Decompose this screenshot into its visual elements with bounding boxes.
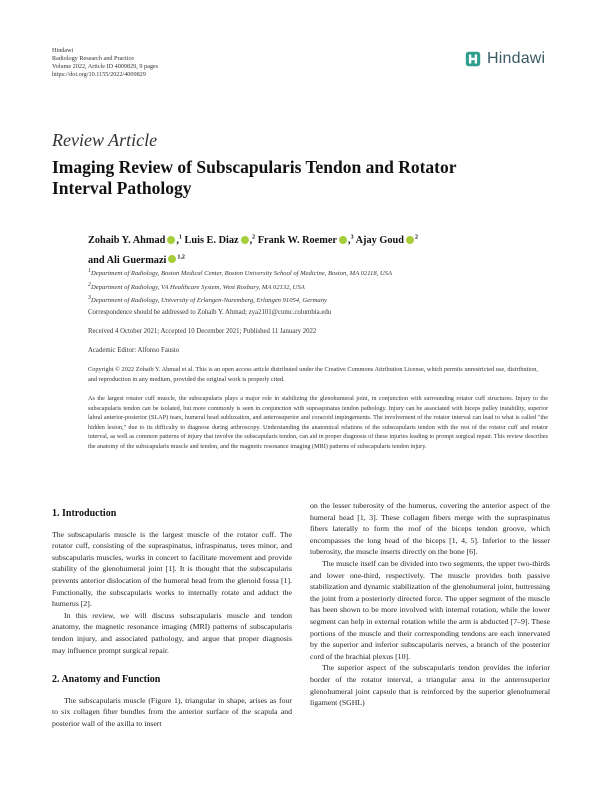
paragraph: on the lesser tuberosity of the humerus, covering the anterior aspect of the humeral head [1, 3]. These collagen fibers merge with the supraspinatus fibers laterally to form the roof of the biceps tendon groove, which encompasses the long head of the biceps [1, 4, 5]. Inferior to the lesser tuberosity, the muscle inserts directly on the bone [6]. (310, 501, 550, 557)
author[interactable]: and Ali Guermazi $^{1,2}$ (88, 254, 185, 266)
affiliation: $^2$Department of Radiology, VA Healthcare System, West Roxbury, MA 02132, USA (88, 281, 305, 291)
orcid-icon[interactable] (406, 236, 414, 244)
paragraph: The subscapularis muscle is the largest muscle of the rotator cuff. The rotator cuff, consisting of the supraspinatus, infraspinatus, teres minor, and subscapularis muscles, works in concert to facilitate movement and provide stability of the glenohumeral joint [1]. It is thought that the subscapularis prevents anterior dislocation of the humeral head from the glenoid fossa [1]. Functionally, the subscapularis works to internally rotate and adduct the humerus [2]. (52, 529, 292, 609)
paragraph: The superior aspect of the subscapularis tendon provides the inferior border of the rotator interval, a triangular area in the anterosuperior glenohumeral joint capsule that is reinforced by the superior glenohumeral ligament (SGHL) (310, 663, 550, 708)
journal-name: Radiology Research and Practice (52, 55, 134, 62)
article-dates: Received 4 October 2021; Accepted 10 December 2021; Published 11 January 2022 (88, 328, 317, 335)
author[interactable]: Luis E. Diaz ,$^2$ (184, 235, 256, 247)
affiliation: $^3$Department of Radiology, University of Erlangen-Nuremberg, Erlangen 91054, Germany (88, 295, 327, 305)
hindawi-logo (464, 50, 545, 68)
volume-info: Volume 2022, Article ID 4009829, 9 pages (52, 63, 159, 70)
hindawi-logo-icon (464, 50, 482, 68)
article-type: Review Article (52, 130, 158, 150)
orcid-icon[interactable] (339, 236, 347, 244)
left-column (52, 500, 292, 730)
publisher-name: Hindawi (52, 47, 74, 54)
doi-link[interactable]: https://doi.org/10.1155/2022/4009829 (52, 71, 146, 78)
copyright-notice: Copyright © 2022 Zohaib Y. Ahmad et al. This is an open access article distributed under the Creative Commons Attribution License, which permits unrestricted use, distribution, and reproduction in any medium, provided the original work is properly cited. (88, 366, 538, 383)
right-column (310, 500, 550, 709)
author[interactable]: Frank W. Roemer ,$^3$ (257, 235, 354, 247)
orcid-icon[interactable] (241, 236, 249, 244)
author-list (88, 230, 518, 269)
orcid-icon[interactable] (167, 236, 175, 244)
section-heading: 2. Anatomy and Function (52, 674, 161, 686)
correspondence: Correspondence should be addressed to Zohaib Y. Ahmad; zya2101@cumc.columbia.edu (88, 309, 332, 316)
affiliations (88, 266, 528, 307)
section-heading: 1. Introduction (52, 508, 117, 519)
abstract: As the largest rotator cuff muscle, the subscapularis plays a major role in stabilizing the glenohumeral joint, in conjunction with surrounding rotator cuff structures. Injury to the subscapularis tendon can be isolated, but more commonly is seen in conjunction with supraspinatus tendon pathology. Injury can be associated with biceps pulley instability, superior labral anterior-posterior (SLAP) tears, humeral head subluxation, and anterosuperior and coracoid impingements. The involvement of the rotator interval can lead to what is called "the hidden lesion," due to its difficulty to diagnose during arthroscopy. Understanding the anatomical relations of the subscapularis tendon with the rest of the rotator cuff and rotator interval, as well as common patterns of injury that involve the subscapularis tendon, can aid in proper diagnosis of these injuries leading to prompt surgical repair. This review describes the anatomy of the subscapularis muscle and tendon, and the magnetic resonance imaging (MRI) patterns of subscapularis tendon injury. (88, 395, 548, 450)
paragraph: The muscle itself can be divided into two segments, the upper two-thirds and lower one-third, respectively. The muscle provides both passive stabilization and dynamic stabilization of the glenohumeral joint, buttressing the joint from a posteriorly directed force. The upper segment of the muscle has been shown to be more involved with internal rotation, while the lower segment can help in external rotation while the arm is abducted [7–9]. These portions of the muscle and their corresponding tendons are each innervated by the superior and inferior subscapularis nerves, a branch of the posterior cord of the brachial plexus [10]. (310, 558, 550, 661)
affiliation: $^1$Department of Radiology, Boston Medical Center, Boston University School of Medicine, Boston, MA 02118, USA (88, 268, 393, 278)
paragraph: The subscapularis muscle (Figure 1), triangular in shape, arises as four to six collagen fiber bundles from the anterior surface of the scapula and posterior wall of the axilla to insert (52, 695, 292, 728)
journal-header (52, 47, 158, 79)
author[interactable]: Ajay Goud $^2$ (355, 235, 418, 247)
article-title: Imaging Review of Subscapularis Tendon and Rotator Interval Pathology (52, 157, 457, 198)
orcid-icon[interactable] (168, 255, 176, 263)
paragraph: In this review, we will discuss subscapularis muscle and tendon anatomy, the magnetic resonance imaging (MRI) patterns of subscapularis tendon injury, and associated pathology, and argue that proper diagnosis may influence prompt surgical repair. (52, 610, 292, 655)
academic-editor: Academic Editor: Alfonso Fausto (88, 347, 180, 354)
logo-text: Hindawi (487, 50, 546, 67)
author[interactable]: Zohaib Y. Ahmad ,$^1$ (88, 235, 182, 247)
